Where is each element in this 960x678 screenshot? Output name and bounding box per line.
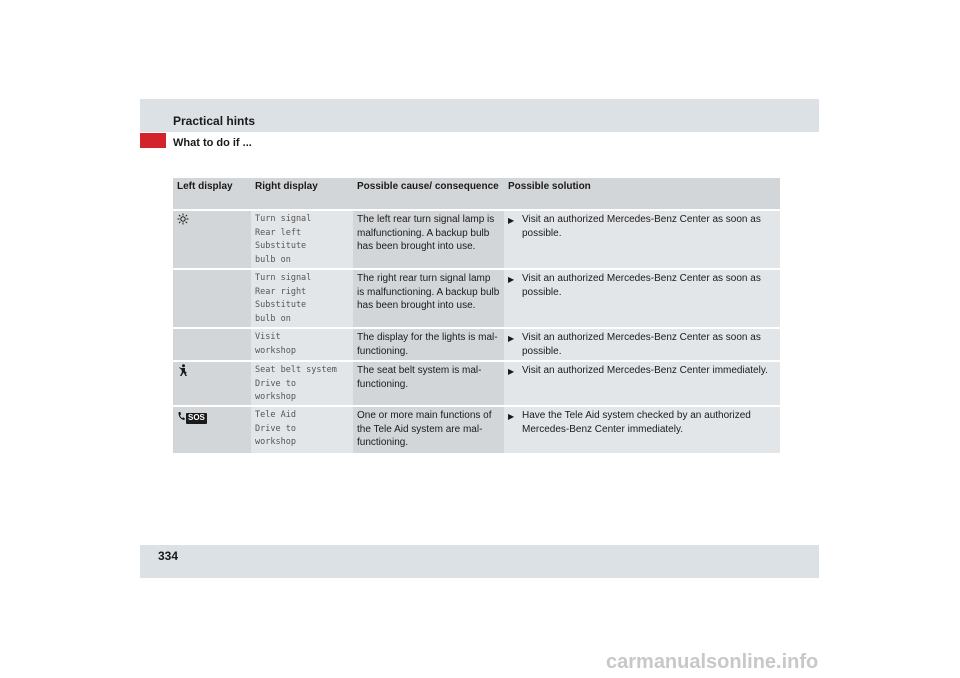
turn-signal-lamp-icon (177, 213, 189, 228)
footer-band (140, 545, 819, 578)
left-display-cell (173, 329, 251, 360)
solution-text: Visit an authorized Mercedes-Benz Center as soon as possible. (522, 332, 761, 357)
watermark: carmanualsonline.info (606, 651, 819, 673)
cause-text: One or more main functions of the Tele Aid system are mal-functioning. (353, 407, 504, 453)
bullet-arrow-icon: ▶ (508, 367, 515, 376)
page-number: 334 (158, 549, 179, 563)
page-title: Practical hints (173, 114, 256, 128)
left-display-cell (173, 211, 251, 268)
bullet-arrow-icon: ▶ (508, 275, 515, 284)
sos-label: SOS (188, 413, 205, 422)
solution-text: Have the Tele Aid system checked by an authorized Mercedes-Benz Center immediately. (522, 410, 751, 435)
table-row (173, 270, 780, 329)
cause-text: The right rear turn signal lamp is malfunctioning. A backup bulb has been brought into use. (353, 270, 504, 327)
right-display-text: Turn signal Rear right Substitute bulb on (251, 270, 353, 327)
tele-aid-sos-icon (177, 409, 207, 424)
right-display-text: Seat belt system Drive to workshop (251, 362, 353, 405)
seat-belt-icon (177, 364, 189, 380)
solution-text: Visit an authorized Mercedes-Benz Center as soon as possible. (522, 273, 761, 298)
section-subtitle: What to do if ... (173, 137, 252, 149)
section-marker (140, 133, 166, 148)
table-row (173, 329, 780, 362)
left-display-cell (173, 270, 251, 327)
right-display-text: Visit workshop (251, 329, 353, 360)
solution-cell (504, 407, 780, 453)
table-header-row (173, 178, 780, 211)
solution-cell (504, 211, 780, 268)
left-display-cell (173, 362, 251, 405)
column-header-solution: Possible solution (504, 178, 780, 209)
table-row (173, 362, 780, 407)
solution-text: Visit an authorized Mercedes-Benz Center immediately. (522, 365, 768, 376)
left-display-cell (173, 407, 251, 453)
fault-table (173, 178, 780, 453)
bullet-arrow-icon: ▶ (508, 412, 515, 421)
column-header-cause: Possible cause/ consequence (353, 178, 504, 209)
column-header-right-display: Right display (251, 178, 353, 209)
right-display-text: Tele Aid Drive to workshop (251, 407, 353, 453)
solution-cell (504, 270, 780, 327)
column-header-left-display: Left display (173, 178, 251, 209)
table-row (173, 407, 780, 453)
cause-text: The seat belt system is mal-functioning. (353, 362, 504, 405)
table-row (173, 211, 780, 270)
bullet-arrow-icon: ▶ (508, 334, 515, 343)
bullet-arrow-icon: ▶ (508, 216, 515, 225)
cause-text: The left rear turn signal lamp is malfunctioning. A backup bulb has been brought into use. (353, 211, 504, 268)
solution-text: Visit an authorized Mercedes-Benz Center as soon as possible. (522, 214, 761, 239)
cause-text: The display for the lights is mal-functioning. (353, 329, 504, 360)
solution-cell (504, 329, 780, 360)
right-display-text: Turn signal Rear left Substitute bulb on (251, 211, 353, 268)
solution-cell (504, 362, 780, 405)
